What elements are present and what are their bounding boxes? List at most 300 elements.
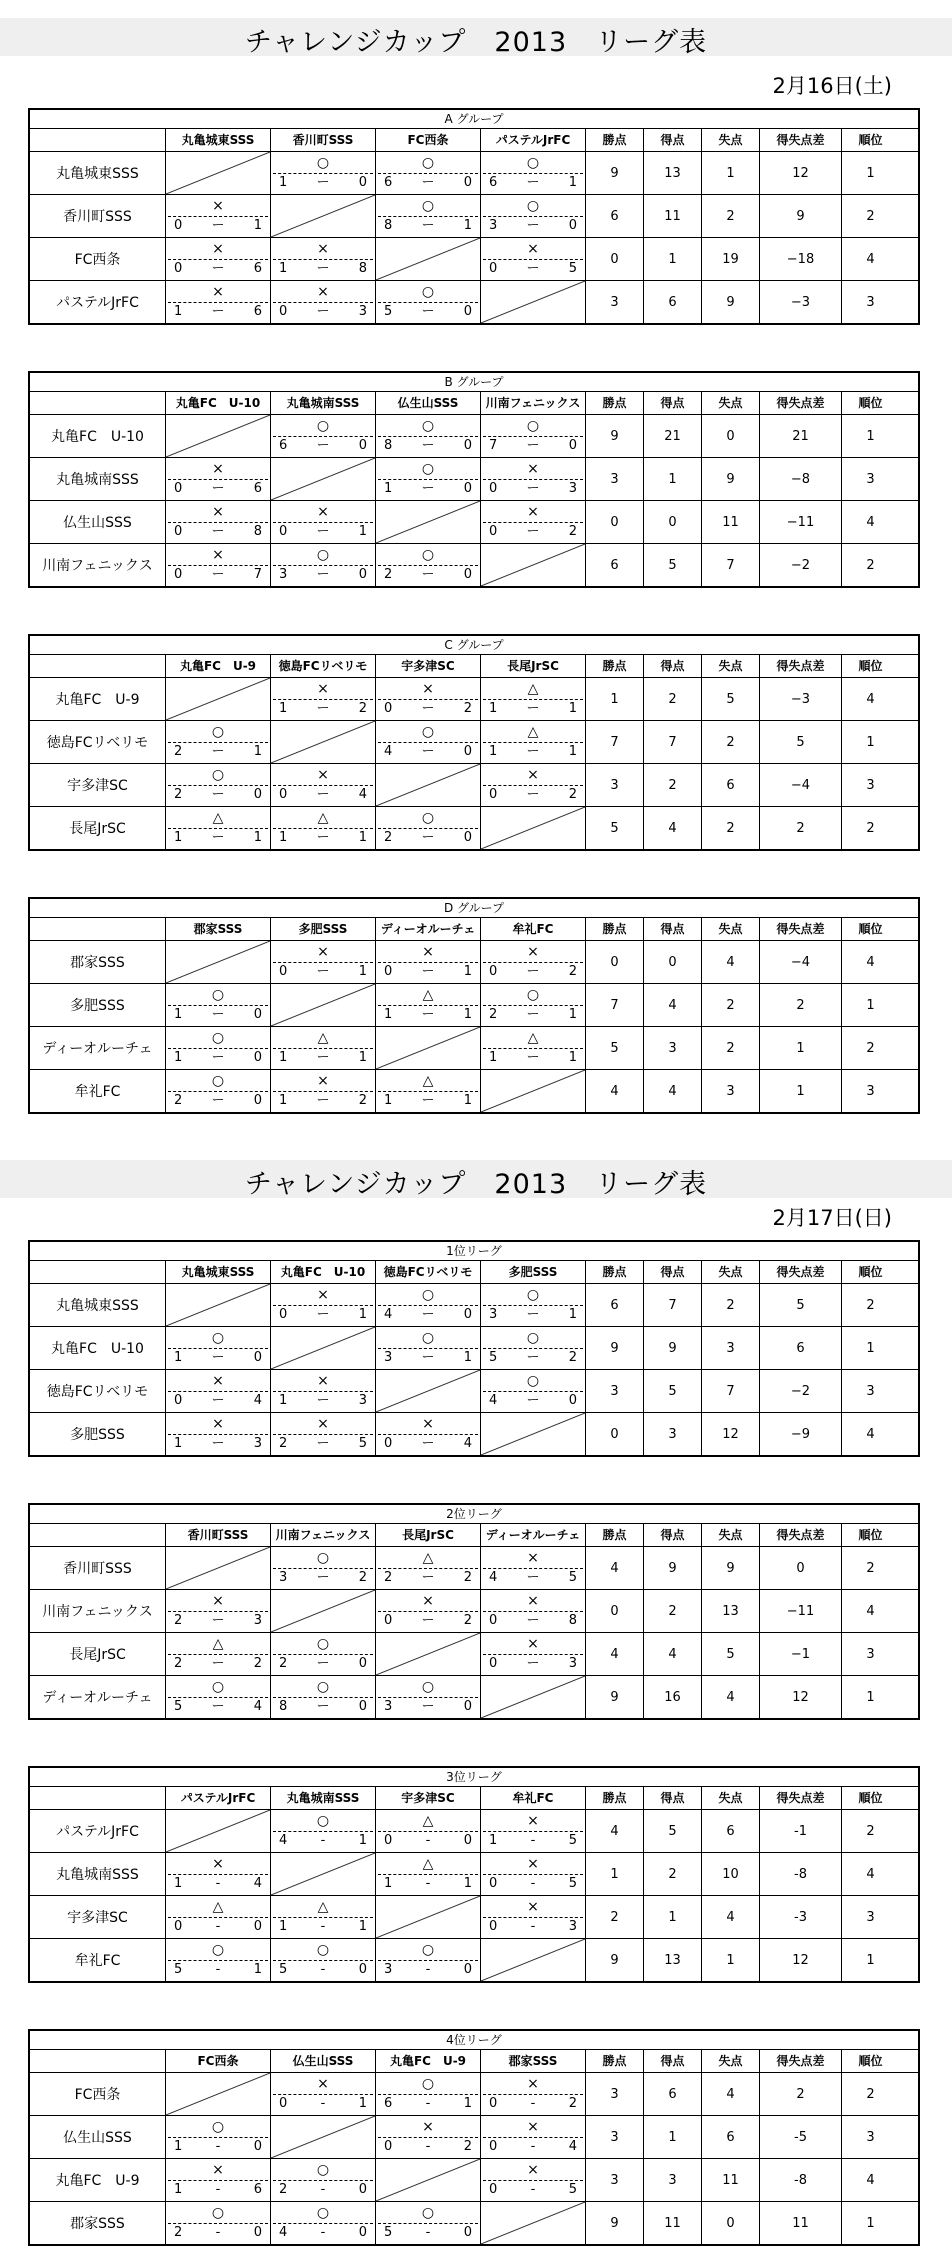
score-right: 3 — [358, 304, 367, 319]
score-left: 1 — [489, 1050, 498, 1065]
header-row — [30, 2050, 918, 2073]
match-result-cell — [375, 281, 480, 323]
score-separator: - — [425, 1833, 431, 1848]
score-left: 1 — [174, 1876, 183, 1891]
stat-value: 3 — [585, 2073, 643, 2115]
result-mark: × — [527, 1813, 539, 1829]
stat-value: 1 — [841, 415, 899, 457]
score-right: 2 — [253, 1656, 262, 1671]
result-mark: × — [212, 1593, 224, 1609]
result-mark: △ — [422, 1073, 434, 1089]
stat-value: 21 — [643, 415, 701, 457]
score-right: 1 — [568, 1050, 577, 1065]
stat-value: 11 — [759, 2202, 841, 2244]
score — [376, 744, 480, 760]
result-mark: △ — [527, 1030, 539, 1046]
score — [481, 701, 585, 717]
score-right: 0 — [568, 218, 577, 233]
result-mark: ○ — [211, 1679, 225, 1695]
score — [481, 1876, 585, 1892]
dashed-divider — [168, 479, 268, 480]
score — [166, 1876, 270, 1892]
stat-value: -8 — [759, 2159, 841, 2201]
header-row — [30, 392, 918, 415]
match-result-cell — [480, 984, 585, 1026]
score — [271, 261, 375, 277]
stat-value: 2 — [759, 807, 841, 849]
stat-value: 2 — [841, 1810, 899, 1852]
team-column-header: ディーオルーチェ — [375, 918, 480, 940]
dashed-divider — [273, 1091, 373, 1092]
score — [376, 567, 480, 583]
score-left: 0 — [174, 567, 183, 582]
stat-value: 4 — [585, 1810, 643, 1852]
stat-value: 4 — [841, 2159, 899, 2201]
team-column-header: 郡家SSS — [480, 2050, 585, 2072]
score-left: 2 — [489, 1007, 498, 1022]
score-left: 1 — [174, 1436, 183, 1451]
stat-value: 6 — [585, 544, 643, 586]
stat-value: 1 — [841, 984, 899, 1026]
result-mark: × — [212, 284, 224, 300]
stat-value: −11 — [759, 1590, 841, 1632]
result-mark: ○ — [211, 724, 225, 740]
match-result-cell — [165, 281, 270, 323]
dashed-divider — [273, 302, 373, 303]
stat-value: 12 — [759, 152, 841, 194]
score — [481, 2139, 585, 2155]
stat-value: -1 — [759, 1810, 841, 1852]
dashed-divider — [168, 522, 268, 523]
dashed-divider — [378, 742, 478, 743]
dashed-divider — [378, 962, 478, 963]
score-right: 0 — [253, 1093, 262, 1108]
stat-value: 13 — [643, 152, 701, 194]
dashed-divider — [483, 2180, 583, 2181]
score-separator: ー — [526, 1570, 540, 1585]
stat-value: 1 — [759, 1070, 841, 1112]
score — [481, 1307, 585, 1323]
match-result-cell — [165, 1590, 270, 1632]
score — [481, 1833, 585, 1849]
stat-value: 6 — [585, 1284, 643, 1326]
score-separator: ー — [421, 1350, 435, 1365]
score — [271, 2182, 375, 2198]
match-result-cell — [375, 152, 480, 194]
header-row — [30, 1261, 918, 1284]
date-label: 2月17日(日) — [772, 1206, 892, 1230]
score-separator: ー — [526, 744, 540, 759]
stat-value: 6 — [585, 195, 643, 237]
stat-value: 1 — [701, 1939, 759, 1981]
score-right: 0 — [568, 438, 577, 453]
corner-cell — [30, 392, 165, 414]
result-mark: ○ — [211, 1073, 225, 1089]
result-mark: ○ — [211, 767, 225, 783]
score-right: 8 — [568, 1613, 577, 1628]
stat-value: 0 — [701, 415, 759, 457]
dashed-divider — [168, 1434, 268, 1435]
score-right: 1 — [463, 1093, 472, 1108]
score-right: 4 — [253, 1393, 262, 1408]
score-separator: ー — [316, 1393, 330, 1408]
stat-value: 1 — [841, 1939, 899, 1981]
score — [376, 1613, 480, 1629]
stat-value: 4 — [701, 1676, 759, 1718]
score — [166, 1350, 270, 1366]
stat-value: 0 — [585, 1590, 643, 1632]
stat-value: −18 — [759, 238, 841, 280]
score-left: 5 — [384, 2225, 393, 2240]
stat-column-header: 順位 — [841, 2050, 899, 2072]
corner-cell — [30, 918, 165, 940]
team-column-header: 宇多津SC — [375, 1787, 480, 1809]
score-left: 0 — [489, 2139, 498, 2154]
dashed-divider — [483, 479, 583, 480]
score-separator: ー — [316, 964, 330, 979]
stat-value: 10 — [701, 1853, 759, 1895]
score — [166, 2182, 270, 2198]
score-left: 4 — [279, 1833, 288, 1848]
match-result-cell — [165, 195, 270, 237]
score-separator: - — [320, 1962, 326, 1977]
dashed-divider — [483, 259, 583, 260]
dashed-divider — [378, 1960, 478, 1961]
stat-value: 3 — [841, 1070, 899, 1112]
row-team-name: 郡家SSS — [70, 2216, 125, 2232]
score-left: 8 — [279, 1699, 288, 1714]
match-result-cell — [375, 2202, 480, 2244]
result-mark: × — [527, 1899, 539, 1915]
stat-value: −3 — [759, 281, 841, 323]
result-mark: ○ — [421, 547, 435, 563]
stat-value: 3 — [585, 1370, 643, 1412]
match-result-cell — [375, 941, 480, 983]
stat-column-header: 順位 — [841, 1261, 899, 1283]
stat-value: 5 — [585, 807, 643, 849]
stat-value: 4 — [585, 1633, 643, 1675]
match-result-cell — [270, 1284, 375, 1326]
result-mark: ○ — [526, 1373, 540, 1389]
score-separator: ー — [316, 1656, 330, 1671]
score-left: 0 — [174, 1393, 183, 1408]
score-left: 5 — [174, 1699, 183, 1714]
dashed-divider — [483, 1568, 583, 1569]
table-row — [30, 2073, 918, 2116]
score — [166, 787, 270, 803]
score-separator: ー — [211, 567, 225, 582]
stat-value: 9 — [585, 1676, 643, 1718]
match-result-cell — [480, 678, 585, 720]
score-left: 1 — [174, 304, 183, 319]
dashed-divider — [168, 1048, 268, 1049]
table-row — [30, 415, 918, 458]
score-right: 3 — [358, 1393, 367, 1408]
score-left: 4 — [489, 1393, 498, 1408]
team-column-header: 多肥SSS — [480, 1261, 585, 1283]
score — [376, 1093, 480, 1109]
diagonal-cell — [270, 458, 375, 500]
table-row — [30, 238, 918, 281]
stat-value: 4 — [841, 1853, 899, 1895]
row-team-name: 牟礼FC — [74, 1953, 121, 1969]
score — [166, 830, 270, 846]
row-team-name: ディーオルーチェ — [42, 1690, 153, 1706]
score — [481, 261, 585, 277]
result-mark: × — [317, 681, 329, 697]
dashed-divider — [168, 2223, 268, 2224]
row-team-name: 川南フェニックス — [42, 1604, 153, 1620]
score — [481, 1050, 585, 1066]
league-table — [28, 2029, 920, 2246]
stat-column-header: 勝点 — [585, 1787, 643, 1809]
score-right: 1 — [568, 175, 577, 190]
stat-value: 9 — [701, 281, 759, 323]
result-mark: ○ — [526, 1287, 540, 1303]
dashed-divider — [168, 1391, 268, 1392]
dashed-divider — [168, 785, 268, 786]
score — [271, 2225, 375, 2241]
stat-value: 2 — [701, 721, 759, 763]
stat-value: 4 — [585, 1070, 643, 1112]
result-mark: × — [317, 767, 329, 783]
result-mark: ○ — [421, 2076, 435, 2092]
stat-value: 19 — [701, 238, 759, 280]
group-title: 2位リーグ — [30, 1505, 918, 1524]
score-left: 0 — [489, 261, 498, 276]
score-left: 1 — [489, 744, 498, 759]
match-result-cell — [165, 1070, 270, 1112]
row-team-name: ディーオルーチェ — [42, 1041, 153, 1057]
team-column-header: 長尾JrSC — [375, 1524, 480, 1546]
result-mark: ○ — [526, 198, 540, 214]
stat-value: 1 — [701, 152, 759, 194]
result-mark: × — [317, 1416, 329, 1432]
dashed-divider — [168, 1697, 268, 1698]
row-team-name: パステルJrFC — [56, 295, 139, 311]
score — [481, 481, 585, 497]
score — [166, 218, 270, 234]
score — [166, 1050, 270, 1066]
dashed-divider — [273, 1434, 373, 1435]
score-separator: ー — [526, 524, 540, 539]
match-result-cell — [270, 415, 375, 457]
stat-value: −3 — [759, 678, 841, 720]
stat-value: 0 — [759, 1547, 841, 1589]
score — [166, 1093, 270, 1109]
dashed-divider — [483, 1048, 583, 1049]
match-result-cell — [375, 2073, 480, 2115]
diagonal-cell — [270, 195, 375, 237]
table-row — [30, 984, 918, 1027]
dashed-divider — [168, 1348, 268, 1349]
diagonal-cell — [375, 1370, 480, 1412]
result-mark: × — [212, 547, 224, 563]
score — [376, 1436, 480, 1452]
score-separator: - — [215, 1962, 221, 1977]
result-mark: × — [317, 241, 329, 257]
score-left: 1 — [279, 1050, 288, 1065]
score-separator: ー — [526, 218, 540, 233]
stat-column-header: 得点 — [643, 2050, 701, 2072]
score — [481, 175, 585, 191]
stat-value: 1 — [841, 721, 899, 763]
stat-value: 2 — [643, 1590, 701, 1632]
match-result-cell — [165, 721, 270, 763]
match-result-cell — [480, 1853, 585, 1895]
stat-column-header: 得失点差 — [759, 2050, 841, 2072]
score-right: 5 — [568, 1876, 577, 1891]
stat-value: −4 — [759, 941, 841, 983]
score-separator: ー — [211, 304, 225, 319]
score — [376, 438, 480, 454]
dashed-divider — [483, 785, 583, 786]
score-right: 0 — [463, 438, 472, 453]
dashed-divider — [273, 1305, 373, 1306]
score — [481, 787, 585, 803]
league-table — [28, 1240, 920, 1457]
result-mark: × — [527, 1593, 539, 1609]
score — [481, 1570, 585, 1586]
score-left: 0 — [384, 1436, 393, 1451]
match-result-cell — [480, 152, 585, 194]
score — [271, 1307, 375, 1323]
diagonal-cell — [165, 941, 270, 983]
score-right: 1 — [253, 744, 262, 759]
stat-value: 2 — [585, 1896, 643, 1938]
team-column-header: 牟礼FC — [480, 1787, 585, 1809]
score-separator: ー — [211, 1050, 225, 1065]
match-result-cell — [480, 1896, 585, 1938]
score-left: 0 — [279, 1307, 288, 1322]
score-right: 0 — [463, 567, 472, 582]
result-mark: ○ — [316, 2162, 330, 2178]
score-separator: ー — [526, 1350, 540, 1365]
score — [271, 1393, 375, 1409]
diagonal-cell — [165, 1284, 270, 1326]
dashed-divider — [168, 259, 268, 260]
score-separator: ー — [526, 1007, 540, 1022]
stat-value: 1 — [585, 678, 643, 720]
result-mark: △ — [212, 810, 224, 826]
stat-value: 21 — [759, 415, 841, 457]
stat-value: 7 — [643, 1284, 701, 1326]
score-left: 8 — [384, 218, 393, 233]
diagonal-cell — [480, 1939, 585, 1981]
match-result-cell — [165, 458, 270, 500]
stat-value: 3 — [841, 281, 899, 323]
row-team-name: 長尾JrSC — [69, 1647, 126, 1663]
score-left: 4 — [384, 744, 393, 759]
score-separator: ー — [316, 524, 330, 539]
result-mark: ○ — [211, 987, 225, 1003]
dashed-divider — [168, 1960, 268, 1961]
table-row — [30, 2159, 918, 2202]
row-team-name: 丸亀城南SSS — [56, 472, 139, 488]
stat-column-header: 得失点差 — [759, 918, 841, 940]
dashed-divider — [483, 1348, 583, 1349]
stat-value: 0 — [643, 941, 701, 983]
stat-column-header: 勝点 — [585, 1261, 643, 1283]
stat-column-header: 順位 — [841, 1524, 899, 1546]
match-result-cell — [165, 764, 270, 806]
dashed-divider — [273, 1048, 373, 1049]
score — [376, 1876, 480, 1892]
league-table — [28, 108, 920, 325]
stat-value: 9 — [701, 1547, 759, 1589]
match-result-cell — [270, 1676, 375, 1718]
stat-column-header: 勝点 — [585, 392, 643, 414]
result-mark: ○ — [316, 1636, 330, 1652]
dashed-divider — [273, 565, 373, 566]
team-column-header: 川南フェニックス — [480, 392, 585, 414]
score-separator: ー — [211, 1350, 225, 1365]
group-title: 3位リーグ — [30, 1768, 918, 1787]
score-right: 2 — [568, 524, 577, 539]
stat-value: 0 — [585, 238, 643, 280]
score — [271, 1656, 375, 1672]
score — [166, 261, 270, 277]
score-right: 5 — [568, 261, 577, 276]
team-column-header: 丸亀城東SSS — [165, 1261, 270, 1283]
score-separator: - — [320, 2182, 326, 2197]
score-separator: ー — [211, 481, 225, 496]
score-left: 0 — [279, 304, 288, 319]
stat-value: 3 — [585, 2159, 643, 2201]
stat-value: 7 — [701, 544, 759, 586]
match-result-cell — [270, 1070, 375, 1112]
dashed-divider — [378, 1348, 478, 1349]
table-row — [30, 544, 918, 586]
score-right: 0 — [358, 567, 367, 582]
score-right: 0 — [463, 1833, 472, 1848]
score-separator: - — [425, 2096, 431, 2111]
table-row — [30, 1810, 918, 1853]
group-title: 1位リーグ — [30, 1242, 918, 1261]
match-result-cell — [270, 1939, 375, 1981]
score-left: 0 — [174, 481, 183, 496]
result-mark: × — [317, 504, 329, 520]
score-right: 0 — [253, 1007, 262, 1022]
score-right: 3 — [568, 481, 577, 496]
score-right: 8 — [358, 261, 367, 276]
dashed-divider — [378, 1434, 478, 1435]
stat-column-header: 得失点差 — [759, 1261, 841, 1283]
row-team-name: 長尾JrSC — [69, 821, 126, 837]
team-column-header: 郡家SSS — [165, 918, 270, 940]
result-mark: ○ — [211, 1942, 225, 1958]
score-left: 0 — [489, 481, 498, 496]
stat-value: 2 — [841, 1027, 899, 1069]
match-result-cell — [270, 941, 375, 983]
match-result-cell — [165, 1027, 270, 1069]
match-result-cell — [480, 1633, 585, 1675]
row-team-name: 丸亀城南SSS — [56, 1867, 139, 1883]
score-left: 0 — [489, 524, 498, 539]
score-separator: - — [530, 1876, 536, 1891]
diagonal-cell — [375, 1896, 480, 1938]
score-separator: - — [425, 1876, 431, 1891]
dashed-divider — [273, 436, 373, 437]
match-result-cell — [270, 2202, 375, 2244]
result-mark: ○ — [526, 418, 540, 434]
result-mark: ○ — [526, 155, 540, 171]
row-team-name: 丸亀FC U-10 — [51, 429, 144, 445]
result-mark: × — [527, 461, 539, 477]
stat-value: 1 — [841, 1327, 899, 1369]
row-team-name: 丸亀城東SSS — [56, 1298, 139, 1314]
match-result-cell — [270, 1633, 375, 1675]
